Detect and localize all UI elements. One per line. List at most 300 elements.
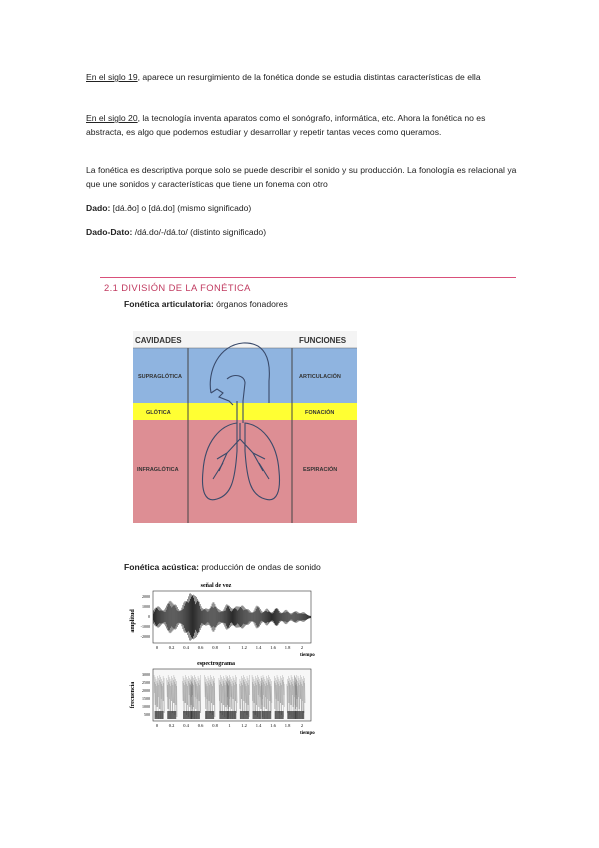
waveform-sample: [217, 608, 218, 625]
waveform-sample: [309, 616, 310, 618]
waveform-sample: [307, 615, 308, 619]
waveform-sample: [267, 612, 268, 622]
spectrogram-formant: [295, 711, 304, 719]
waveform-sample: [309, 615, 310, 618]
waveform-sample: [213, 602, 214, 632]
svg-text:1000: 1000: [142, 704, 150, 709]
row-espiracion: ESPIRACIÓN: [303, 467, 338, 473]
waveform-xtick: 1.8: [284, 645, 291, 650]
waveform-sample: [301, 613, 302, 620]
waveform-sample: [260, 610, 261, 623]
waveform-sample: [286, 610, 287, 624]
waveform-sample: [270, 612, 271, 622]
waveform-sample: [219, 610, 220, 625]
waveform-sample: [209, 610, 210, 623]
waveform-sample: [243, 610, 244, 624]
waveform-sample: [261, 611, 262, 624]
waveform-sample: [295, 612, 296, 622]
waveform-sample: [179, 611, 180, 622]
waveform-sample: [287, 612, 288, 623]
waveform-sample: [186, 601, 187, 633]
waveform-sample: [248, 609, 249, 624]
waveform-sample: [174, 605, 175, 630]
waveform-sample: [198, 602, 199, 632]
waveform-sample: [265, 611, 266, 623]
waveform-sample: [287, 610, 288, 623]
waveform-sample: [282, 613, 283, 621]
waveform-sample: [171, 601, 172, 632]
waveform-sample: [259, 608, 260, 626]
waveform-sample: [191, 599, 192, 635]
waveform-sample: [293, 613, 294, 620]
waveform-sample: [223, 611, 224, 623]
waveform-sample: [159, 607, 160, 627]
waveform-sample: [288, 612, 289, 623]
waveform-sample: [284, 611, 285, 623]
waveform-sample: [209, 609, 210, 626]
waveform-sample: [204, 609, 205, 625]
spectrogram-xtick: 0.8: [212, 723, 218, 728]
waveform-sample: [220, 610, 221, 623]
waveform-sample: [276, 608, 277, 625]
waveform-sample: [203, 610, 204, 624]
waveform-sample: [302, 614, 303, 621]
waveform-sample: [256, 609, 257, 625]
siglo-20-link: En el siglo 20: [86, 113, 138, 123]
waveform-sample: [255, 611, 256, 623]
waveform-sample: [186, 601, 187, 633]
spectrogram-xtick: 1.4: [255, 723, 262, 728]
waveform-sample: [234, 608, 235, 625]
waveform-sample: [279, 611, 280, 623]
waveform-sample: [198, 601, 199, 634]
waveform-sample: [233, 609, 234, 625]
waveform-sample: [193, 595, 194, 640]
waveform-sample: [232, 611, 233, 622]
waveform-sample: [267, 609, 268, 626]
row-fonacion: FONACIÓN: [305, 410, 335, 416]
waveform-sample: [164, 612, 165, 622]
waveform-xtick: 0: [155, 645, 159, 650]
waveform-sample: [162, 611, 163, 624]
waveform-sample: [272, 613, 273, 620]
waveform-sample: [211, 607, 212, 627]
waveform-sample: [178, 611, 179, 623]
waveform-sample: [262, 613, 263, 621]
waveform-sample: [274, 611, 275, 623]
section-divider: [100, 277, 516, 278]
waveform-xlabel: tiempo: [300, 653, 315, 658]
waveform-sample: [307, 614, 308, 619]
waveform-ylabel: amplitud: [130, 609, 136, 633]
articulatoria-text: órganos fonadores: [213, 299, 288, 309]
spectrogram-formant: [219, 711, 228, 719]
waveform-xtick: 0.2: [168, 645, 175, 650]
waveform-sample: [216, 607, 217, 626]
dado-dato-text: /dá.do/-/dá.to/ (distinto significado): [132, 227, 267, 237]
waveform-sample: [205, 610, 206, 625]
waveform-sample: [167, 607, 168, 627]
waveform-sample: [212, 604, 213, 631]
waveform-sample: [277, 609, 278, 624]
waveform-sample: [250, 611, 251, 622]
waveform-sample: [204, 609, 205, 625]
waveform-sample: [207, 612, 208, 622]
spectrogram-formant: [240, 711, 249, 719]
waveform-sample: [216, 606, 217, 627]
waveform-sample: [173, 606, 174, 629]
waveform-sample: [168, 604, 169, 631]
waveform-sample: [252, 613, 253, 622]
waveform-sample: [285, 612, 286, 621]
waveform-sample: [275, 609, 276, 625]
waveform-sample: [197, 601, 198, 633]
waveform-sample: [167, 604, 168, 631]
spectrogram-xtick: 2: [300, 723, 304, 728]
waveform-sample: [303, 612, 304, 622]
waveform-sample: [184, 606, 185, 628]
waveform-sample: [244, 607, 245, 627]
row-glotica: GLÓTICA: [146, 410, 171, 416]
waveform-sample: [210, 609, 211, 626]
waveform-sample: [306, 614, 307, 620]
waveform-sample: [298, 612, 299, 622]
spectrogram-formant: [205, 711, 214, 719]
waveform-sample: [310, 616, 311, 619]
waveform-sample: [219, 612, 220, 622]
waveform-sample: [263, 613, 264, 621]
waveform-sample: [269, 610, 270, 624]
waveform-sample: [215, 607, 216, 628]
waveform-sample: [282, 613, 283, 621]
waveform-sample: [232, 609, 233, 626]
waveform-sample: [237, 611, 238, 624]
svg-text:-1000: -1000: [140, 624, 150, 629]
waveform-sample: [165, 612, 166, 622]
waveform-xtick: 2: [300, 645, 304, 650]
waveform-sample: [283, 613, 284, 622]
waveform-sample: [160, 611, 161, 624]
waveform-sample: [202, 608, 203, 626]
waveform-sample: [264, 612, 265, 622]
spectrogram-yticks: [142, 672, 150, 717]
articulatoria-line: [124, 299, 288, 309]
waveform-sample: [273, 613, 274, 622]
waveform-sample: [230, 607, 231, 627]
spectrogram-xtick: 1.8: [284, 723, 291, 728]
waveform-sample: [215, 604, 216, 630]
waveform-sample: [178, 609, 179, 625]
waveform-sample: [183, 605, 184, 629]
waveform-sample: [200, 609, 201, 625]
waveform-sample: [296, 611, 297, 623]
waveform-sample: [154, 612, 155, 623]
waveform-sample: [189, 603, 190, 632]
waveform-sample: [290, 613, 291, 621]
waveform-sample: [244, 610, 245, 624]
spectrogram-xtick: 0.6: [197, 723, 204, 728]
waveform-sample: [163, 610, 164, 623]
spectrogram-xlabel: tiempo: [300, 731, 315, 736]
waveform-sample: [254, 611, 255, 624]
waveform-sample: [279, 613, 280, 621]
waveform-sample: [243, 606, 244, 628]
waveform-sample: [218, 609, 219, 625]
waveform-sample: [200, 604, 201, 630]
svg-text:2000: 2000: [142, 688, 150, 693]
waveform-sample: [212, 607, 213, 627]
waveform-sample: [199, 606, 200, 628]
waveform-sample: [266, 609, 267, 624]
waveform-sample: [227, 606, 228, 628]
waveform-sample: [235, 607, 236, 628]
waveform-sample: [236, 606, 237, 627]
waveform-sample: [154, 609, 155, 626]
waveform-xtick: 1.4: [255, 645, 262, 650]
waveform-sample: [284, 613, 285, 622]
waveform-sample: [263, 612, 264, 622]
waveform-sample: [206, 611, 207, 624]
waveform-sample: [283, 612, 284, 622]
waveform-sample: [173, 604, 174, 631]
waveform-sample: [176, 605, 177, 628]
svg-text:1500: 1500: [142, 696, 150, 701]
spectrogram-formant: [253, 711, 262, 719]
waveform-sample: [272, 613, 273, 620]
waveform-sample: [180, 611, 181, 623]
waveform-sample: [175, 605, 176, 630]
siglo-19-link: En el siglo 19: [86, 72, 138, 82]
waveform-sample: [161, 609, 162, 625]
waveform-sample: [286, 612, 287, 622]
waveform-sample: [187, 599, 188, 635]
waveform-sample: [272, 612, 273, 622]
waveform-sample: [246, 609, 247, 625]
waveform-sample: [289, 613, 290, 621]
waveform-sample: [155, 610, 156, 625]
spectrogram-formant: [167, 711, 176, 719]
waveform-sample: [187, 602, 188, 633]
dado-dato-line: [86, 225, 518, 239]
waveform-sample: [156, 608, 157, 627]
paragraph-siglo-20: [86, 111, 518, 139]
waveform-sample: [196, 602, 197, 631]
spectrogram-xtick: 1: [228, 723, 231, 728]
waveform-sample: [311, 616, 312, 619]
waveform-sample: [220, 612, 221, 621]
waveform-sample: [251, 612, 252, 621]
waveform-sample: [281, 613, 282, 621]
spectrogram-xtick: 1.6: [270, 723, 276, 728]
waveform-sample: [254, 612, 255, 622]
waveform-sample: [308, 615, 309, 619]
waveform-sample: [257, 606, 258, 629]
waveform-sample: [252, 613, 253, 622]
waveform-sample: [245, 608, 246, 626]
waveform-sample: [222, 612, 223, 623]
dado-label: Dado:: [86, 203, 111, 213]
svg-text:-2000: -2000: [140, 634, 150, 639]
waveform-sample: [308, 616, 309, 619]
organos-fonadores-diagram: [133, 331, 357, 523]
waveform-sample: [162, 610, 163, 623]
waveform-sample: [224, 611, 225, 623]
waveform-sample: [240, 607, 241, 627]
waveform-sample: [268, 609, 269, 625]
row-articulacion: ARTICULACIÓN: [299, 374, 341, 380]
waveform-sample: [253, 612, 254, 621]
waveform-sample: [304, 612, 305, 621]
waveform-sample: [195, 604, 196, 630]
waveform-sample: [226, 608, 227, 626]
waveform-sample: [237, 606, 238, 627]
waveform-sample: [306, 614, 307, 620]
waveform-sample: [190, 601, 191, 632]
spectrogram-xtick: 0.2: [168, 723, 175, 728]
waveform-sample: [156, 608, 157, 626]
waveform-sample: [205, 608, 206, 625]
waveform-xtick: 0.8: [212, 645, 218, 650]
waveform-sample: [214, 602, 215, 631]
waveform-sample: [229, 606, 230, 627]
waveform-sample: [249, 610, 250, 624]
waveform-sample: [199, 602, 200, 632]
svg-text:500: 500: [144, 712, 150, 717]
waveform-sample: [165, 608, 166, 627]
articulatoria-label: Fonética articulatoria:: [124, 299, 214, 309]
waveform-sample: [280, 613, 281, 620]
waveform-sample: [153, 610, 154, 623]
waveform-sample: [214, 607, 215, 628]
waveform-sample: [235, 609, 236, 626]
waveform-sample: [271, 613, 272, 622]
waveform-sample: [280, 612, 281, 622]
waveform-sample: [226, 605, 227, 628]
waveform-sample: [225, 607, 226, 626]
spectrogram-xtick: 0: [155, 723, 159, 728]
waveform-sample: [207, 609, 208, 625]
waveform-sample: [225, 611, 226, 624]
svg-text:0: 0: [148, 614, 150, 619]
row-supraglotica: SUPRAGLÓTICA: [138, 374, 182, 380]
spectrogram-formant: [262, 711, 271, 719]
spectrogram-formant: [191, 711, 200, 719]
waveform-sample: [169, 604, 170, 630]
waveform-sample: [206, 608, 207, 625]
spectrogram-formant: [287, 711, 296, 719]
waveform-sample: [298, 614, 299, 621]
waveform-sample: [191, 594, 192, 639]
waveform-sample: [245, 610, 246, 625]
waveform-sample: [273, 611, 274, 623]
waveform-sample: [301, 613, 302, 622]
waveform-sample: [256, 607, 257, 628]
waveform-sample: [188, 602, 189, 632]
waveform-sample: [188, 596, 189, 637]
waveform-sample: [189, 594, 190, 641]
waveform-sample: [202, 611, 203, 624]
waveform-sample: [277, 608, 278, 625]
waveform-sample: [310, 616, 311, 618]
paragraph-siglo-19: [86, 70, 518, 84]
waveform-xtick: 0.4: [183, 645, 189, 650]
waveform-sample: [255, 608, 256, 625]
waveform-sample: [242, 609, 243, 624]
paragraph-fonetica-descriptiva: La fonética es descriptiva porque solo se puede describir el sonido y su producción. La fonología es relacional ya que une sonidos y características que tiene un fonema con otro: [86, 165, 517, 189]
waveform-sample: [288, 612, 289, 622]
waveform-sample: [196, 597, 197, 637]
waveform-title: señal de voz: [200, 583, 232, 589]
waveform-sample: [258, 606, 259, 628]
waveform-sample: [274, 610, 275, 625]
waveform-sample: [172, 607, 173, 628]
waveform-sample: [208, 612, 209, 623]
dado-dato-label: Dado-Dato:: [86, 227, 133, 237]
espectrograma-figure: [128, 657, 322, 737]
waveform-sample: [155, 608, 156, 627]
waveform-sample: [264, 611, 265, 622]
waveform-sample: [276, 608, 277, 626]
waveform-sample: [299, 614, 300, 621]
waveform-sample: [164, 609, 165, 624]
waveform-sample: [211, 606, 212, 628]
waveform-sample: [297, 614, 298, 621]
acustica-label: Fonética acústica:: [124, 562, 199, 572]
waveform-sample: [194, 595, 195, 638]
waveform-sample: [278, 611, 279, 623]
waveform-sample: [242, 605, 243, 628]
svg-text:2500: 2500: [142, 680, 150, 685]
waveform-xtick: 1.6: [270, 645, 276, 650]
spectrogram-ylabel: frecuencia: [130, 681, 136, 709]
waveform-yticks: [141, 594, 150, 639]
waveform-sample: [266, 611, 267, 623]
waveform-sample: [294, 612, 295, 622]
waveform-sample: [210, 608, 211, 626]
waveform-sample: [229, 606, 230, 628]
waveform-sample: [261, 612, 262, 621]
waveform-sample: [201, 611, 202, 623]
waveform-sample: [285, 610, 286, 624]
waveform-sample: [241, 608, 242, 626]
waveform-sample: [193, 595, 194, 639]
waveform-sample: [228, 605, 229, 628]
waveform-sample: [240, 607, 241, 627]
spectrogram-formant: [183, 711, 192, 719]
dado-text: [dá.ðo] o [dá.do] (mismo significado): [110, 203, 252, 213]
waveform-sample: [258, 607, 259, 628]
row-infraglotica: INFRAGLÓTICA: [137, 467, 179, 473]
waveform-sample: [158, 610, 159, 624]
waveform-sample: [246, 609, 247, 624]
waveform-sample: [180, 611, 181, 623]
waveform-sample: [251, 613, 252, 621]
waveform-sample: [295, 611, 296, 622]
waveform-sample: [270, 611, 271, 622]
waveform-sample: [166, 610, 167, 624]
waveform-sample: [192, 596, 193, 638]
waveform-sample: [181, 610, 182, 623]
waveform-sample: [247, 610, 248, 624]
spectrogram-formant: [275, 711, 284, 719]
waveform-sample: [275, 609, 276, 626]
waveform-sample: [221, 611, 222, 623]
waveform-sample: [292, 614, 293, 619]
section-heading: 2.1 DIVISIÓN DE LA FONÉTICA: [104, 282, 251, 293]
waveform-sample: [291, 615, 292, 620]
waveform-sample: [170, 601, 171, 633]
waveform-sample: [197, 599, 198, 635]
